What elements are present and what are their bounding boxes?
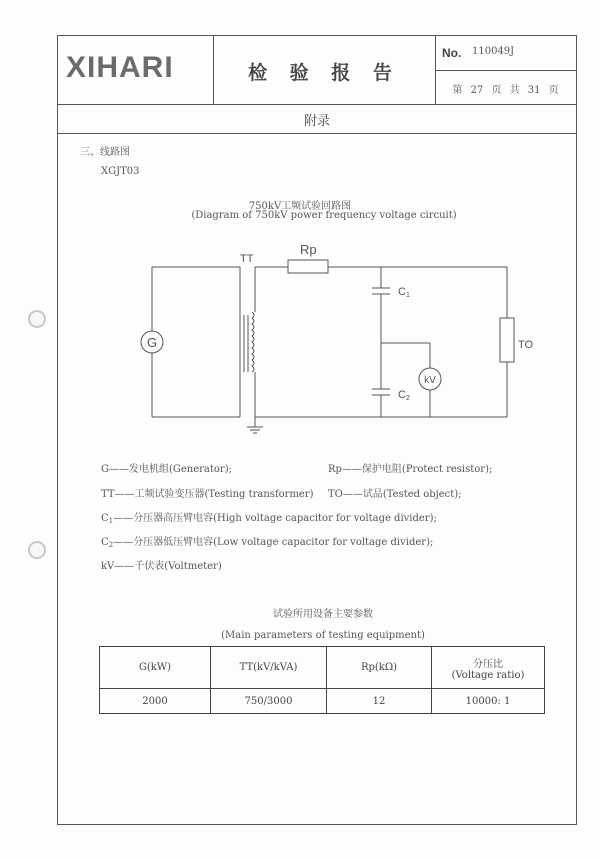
params-table [99,646,545,714]
generator-loop [152,267,240,417]
circuit-code: XGJT03 [101,166,140,177]
tested-object-label: TO [518,339,534,351]
value-ratio: 10000: 1 [432,689,545,714]
diagram-title-en: (Diagram of 750kV power frequency voltage circuit) [191,210,457,221]
rp-label: Rp [300,242,317,257]
page-info: 第 27 页 共 31 页 [452,85,559,96]
params-data-row [100,689,545,714]
legend-voltmeter: kV——千伏表(Voltmeter) [101,561,222,572]
legend-c1: $C_1——$分压器高压臂电容(High voltage capacitor for voltage divider); [101,513,437,525]
header-g: G(kW) [100,647,211,689]
report-number-value: 110049J [472,46,515,57]
header-tt: TT(kV/kVA) [211,647,327,689]
c1-label: C1 [398,286,410,299]
diagram-title-cn: 750kV工频试验回路图 [248,201,352,212]
legend-protect-resistor: Rp——保护电阻(Protect resistor); [328,464,493,475]
company-logo: XIHARI [66,51,174,84]
value-tt: 750/3000 [211,689,327,714]
report-number-label: No. [442,46,462,60]
legend-tested-object: TO——试品(Tested object); [328,489,462,500]
report-title: 检 验 报 告 [248,62,400,84]
params-header-row [100,647,545,689]
value-rp: 12 [327,689,432,714]
legend-transformer: TT——工频试验变压器(Testing transformer) [101,489,314,500]
legend-c2: $C_2——$分压器低压臂电容(Low voltage capacitor for voltage divider); [101,537,434,549]
legend-generator: G——发电机组(Generator); [101,464,232,475]
generator-symbol [141,331,163,353]
voltmeter-label: kV [424,375,436,386]
voltmeter-branch [381,343,441,417]
header-rp: Rp(kΩ) [327,647,432,689]
header-ratio [432,647,545,689]
generator-label: G [146,335,158,350]
tested-object [500,267,514,417]
value-g: 2000 [100,689,211,714]
transformer-coil [244,267,263,433]
params-title-cn: 试验所用设备主要参数 [273,609,373,620]
transformer-label: TT [240,253,254,265]
divider-c1 [372,267,390,389]
header-ratio-cn: 分压比 [473,658,503,670]
appendix-title: 附录 [303,114,330,129]
header-ratio-en: (Voltage ratio) [451,669,525,681]
c2-label: C2 [398,389,410,402]
params-title-en: (Main parameters of testing equipment) [221,630,425,641]
divider-c2 [372,389,390,417]
section-heading: 三、线路图 [80,147,130,158]
